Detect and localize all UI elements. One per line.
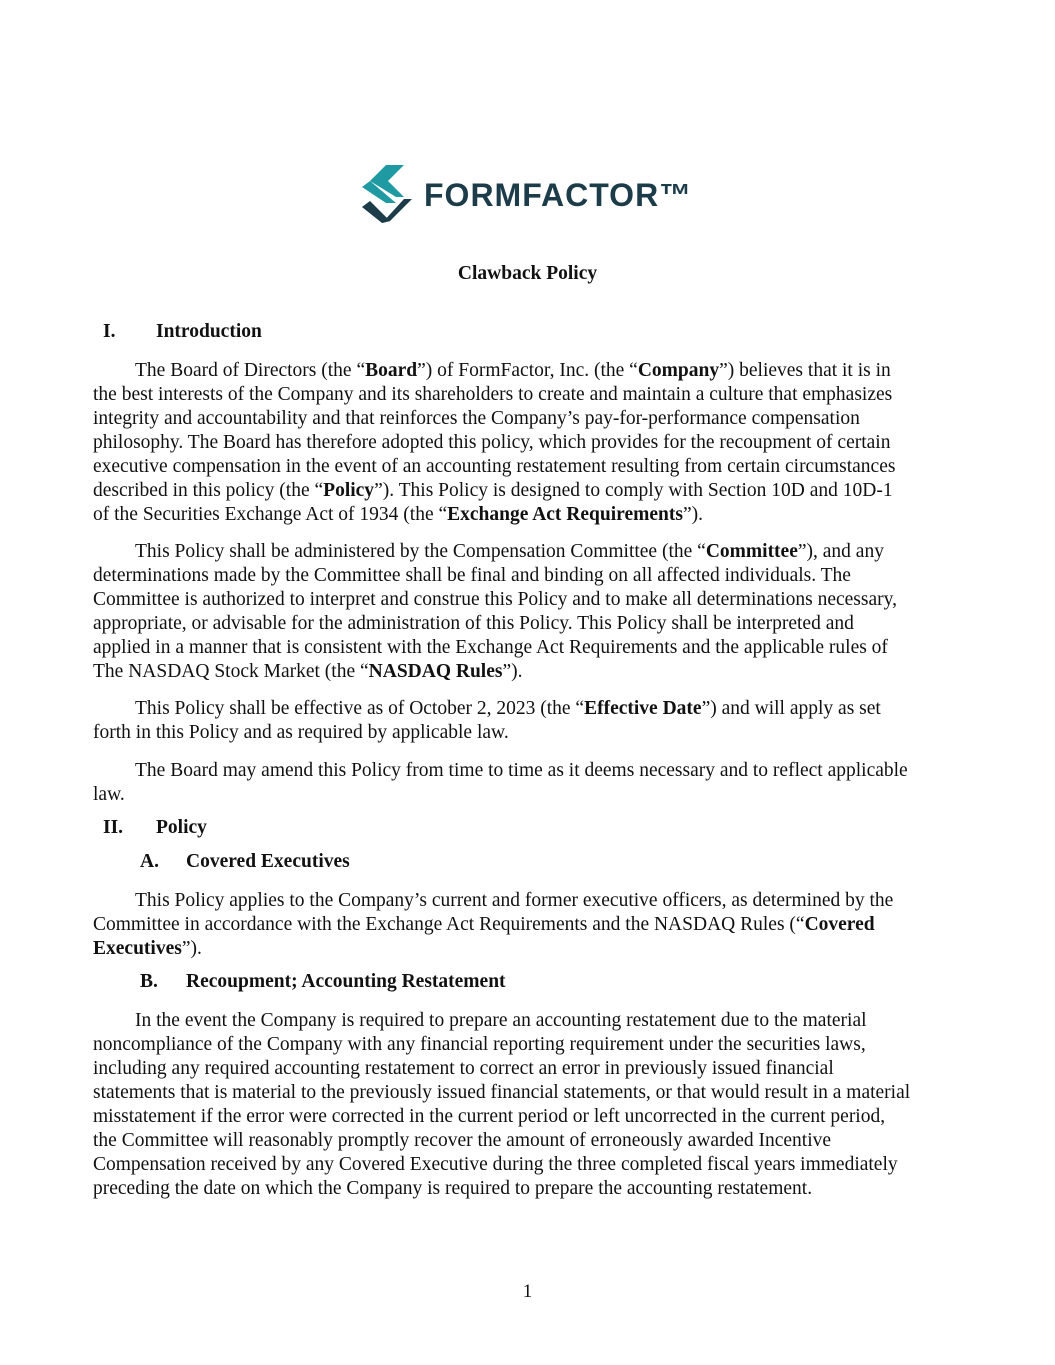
subsection-title: Recoupment; Accounting Restatement (186, 971, 506, 992)
section-number: I. (103, 321, 116, 342)
paragraph-covered-executives: This Policy applies to the Company’s current and former executive officers, as determined by the Committee in accordance with the Exchange Act Requirements and the NASDAQ Rules (“Covered Executives”). (93, 890, 894, 959)
page-number: 1 (522, 1281, 533, 1302)
paragraph-amendment: The Board may amend this Policy from time to time as it deems necessary and to reflect applicable law. (93, 760, 908, 805)
document-title: Clawback Policy (457, 263, 598, 284)
paragraph-effective-date: This Policy shall be effective as of October 2, 2023 (the “Effective Date”) and will apply as set forth in this Policy and as required by applicable law. (93, 698, 881, 743)
subsection-title: Covered Executives (186, 851, 350, 872)
formfactor-logo (360, 163, 700, 227)
section-number: II. (103, 817, 124, 838)
section-title: Policy (156, 817, 207, 838)
subsection-number: B. (140, 971, 158, 992)
paragraph-recoupment: In the event the Company is required to prepare an accounting restatement due to the material noncompliance of the Company with any financial reporting requirement under the securities laws, including any required accounting restatement to correct an error in previously issued financial statements that is material to the previously issued financial statements, or that would result in a material misstatement if the error were corrected in the current period or left uncorrected in the current period, the Committee will reasonably promptly recover the amount of erroneously awarded Incentive Compensation received by any Covered Executive during the three completed fiscal years immediately preceding the date on which the Company is required to prepare the accounting restatement. (93, 1010, 911, 1199)
section-1-heading (103, 321, 262, 343)
logo-wordmark: FORMFACTOR™ (424, 177, 693, 213)
subsection-number: A. (140, 851, 159, 872)
section-2-heading (103, 817, 207, 839)
subsection-a-heading (140, 851, 350, 873)
paragraph-introduction-2: This Policy shall be administered by the Compensation Committee (the “Committee”), and any determinations made by the Committee shall be final and binding on all affected individuals. The Committee is authorized to interpret and construe this Policy and to make all determinations necessary, appropriate, or advisable for the administration of this Policy. This Policy shall be interpreted and applied in a manner that is consistent with the Exchange Act Requirements and the applicable rules of The NASDAQ Stock Market (the “NASDAQ Rules”). (93, 541, 897, 682)
paragraph-introduction-1: The Board of Directors (the “Board”) of FormFactor, Inc. (the “Company”) believes that it is in the best interests of the Company and its shareholders to create and maintain a culture that emphasizes integrity and accountability and that reinforces the Company’s pay-for-performance compensation philosophy. The Board has therefore adopted this policy, which provides for the recoupment of certain executive compensation in the event of an accounting restatement resulting from certain circumstances described in this policy (the “Policy”). This Policy is designed to comply with Section 10D and 10D-1 of the Securities Exchange Act of 1934 (the “Exchange Act Requirements”). (93, 360, 896, 525)
subsection-b-heading (140, 971, 506, 993)
formfactor-logo-icon (360, 163, 700, 227)
section-title: Introduction (156, 321, 262, 342)
